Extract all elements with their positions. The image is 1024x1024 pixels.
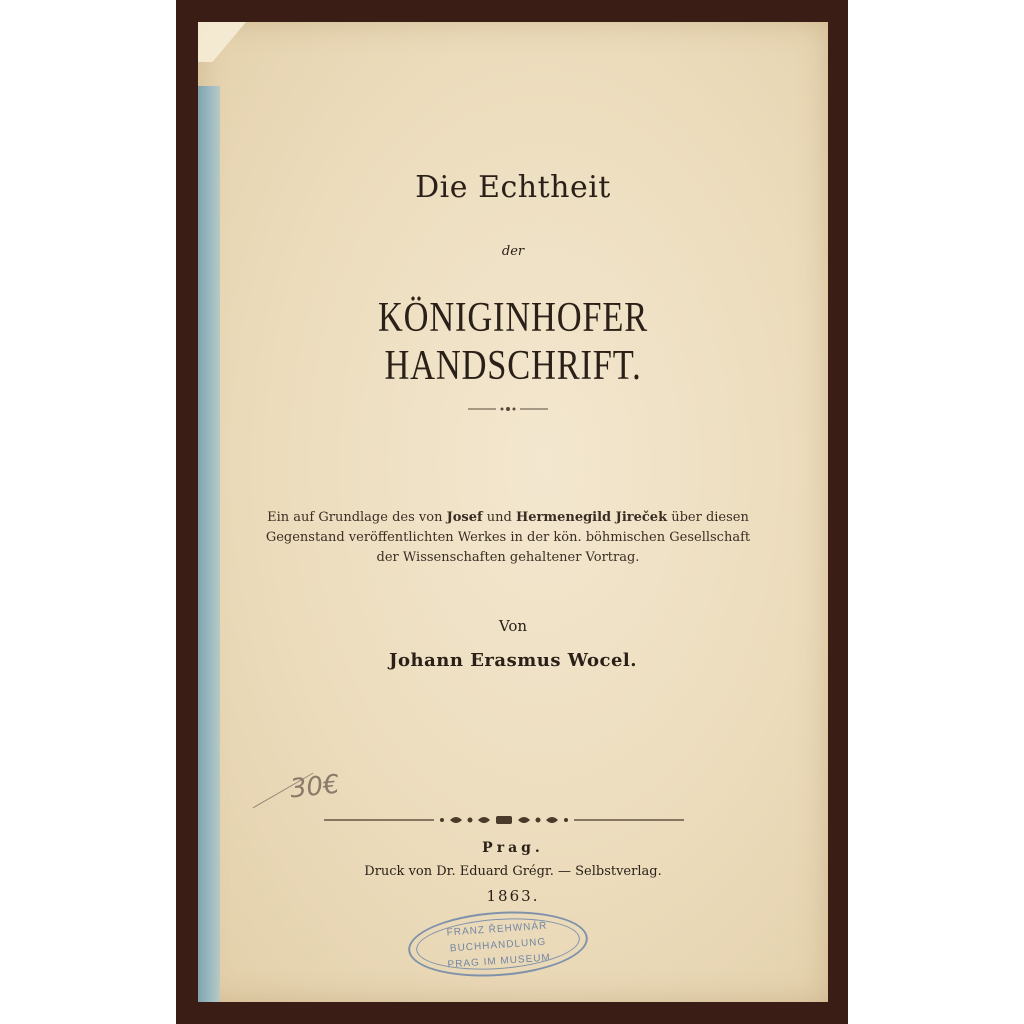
publication-place: Prag. [482,840,544,856]
wide-ornament-divider [324,814,684,826]
bookseller-stamp: FRANZ ŘEHWNÁŘ BUCHHANDLUNG PRAG IM MUSEUM [406,906,590,982]
title-line-1: Die Echtheit [415,170,611,205]
publication-year: 1863. [486,887,540,905]
subtitle-description: Ein auf Grundlage des von Josef und Hermenegild Jireček über diesen Gegenstand veröffentlichten Werkes in der kön. böhmischen Gesellschaft der Wissenschaften gehaltener Vortrag. [265,510,751,565]
pencil-price-note: 30€ [288,769,342,805]
main-title: KÖNIGINHOFER HANDSCHRIFT. [377,295,649,389]
small-ornament-divider [468,406,548,412]
title-line-2: der [501,244,525,259]
printer-line: Druck von Dr. Eduard Grégr. — Selbstverlag. [364,864,662,879]
author-name: Johann Erasmus Wocel. [388,650,637,671]
by-label: Von [498,617,528,635]
